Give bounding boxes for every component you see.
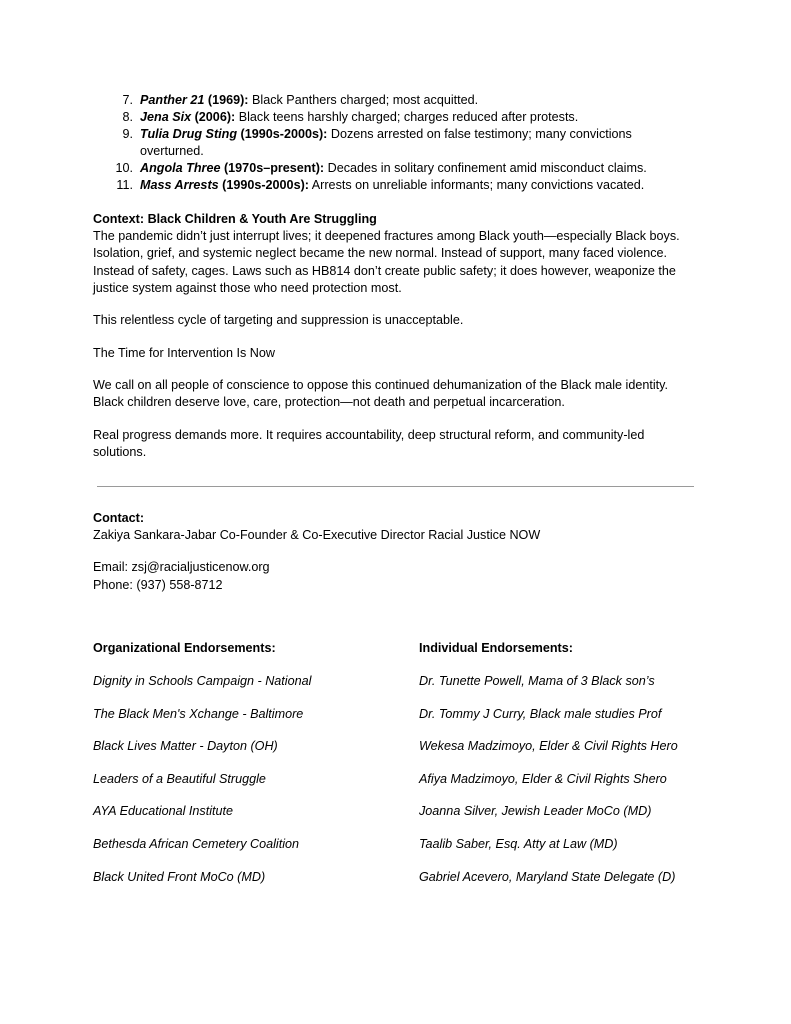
individual-heading: Individual Endorsements:	[419, 641, 573, 655]
contact-heading: Contact:	[93, 511, 145, 525]
organization-item: AYA Educational Institute	[93, 804, 234, 819]
case-title: Jena Six	[140, 110, 192, 124]
organization-item: Dignity in Schools Campaign - National	[93, 674, 312, 688]
case-description: Dozens arrested on false testimony; many convictions overturned.	[140, 127, 632, 158]
case-title: Panther 21	[140, 93, 205, 107]
organization-item: Leaders of a Beautiful Struggle	[93, 771, 266, 786]
case-title: Tulia Drug Sting	[140, 127, 238, 141]
section-divider	[97, 486, 694, 487]
individual-endorsements	[419, 640, 739, 901]
organizational-endorsements	[93, 640, 413, 901]
case-list	[93, 92, 693, 194]
case-title: Mass Arrests	[140, 178, 219, 192]
case-description: Decades in solitary confinement amid misconduct claims.	[324, 161, 647, 175]
organization-item: Black Lives Matter - Dayton (OH)	[93, 739, 278, 754]
context-paragraph: The pandemic didn’t just interrupt lives; it deepened fractures among Black youth—especially Black boys. Isolation, grief, and systemic neglect became the new normal. Instead of support, many faced violence. Instead of safety, cages. Laws such as HB814 don’t create public safety; it does however, weaponize the justice system against those who need protection most.	[93, 229, 680, 295]
individual-item: Wekesa Madzimoyo, Elder & Civil Rights Hero	[419, 739, 678, 754]
case-number: 9.	[122, 127, 133, 141]
individual-item: Dr. Tommy J Curry, Black male studies Prof	[419, 706, 662, 721]
individual-item: Afiya Madzimoyo, Elder & Civil Rights Shero	[419, 771, 667, 786]
case-item	[93, 92, 693, 109]
case-year: (1970s–present):	[220, 161, 325, 175]
intervention-heading: The Time for Intervention Is Now	[93, 346, 275, 360]
case-year: (1990s-2000s):	[237, 127, 328, 141]
case-year: (1990s-2000s):	[218, 178, 309, 192]
individual-item: Gabriel Acevero, Maryland State Delegate (D)	[419, 869, 676, 884]
organization-item: Bethesda African Cemetery Coalition	[93, 836, 300, 851]
cycle-paragraph: This relentless cycle of targeting and suppression is unacceptable.	[93, 313, 464, 327]
context-section	[93, 211, 699, 297]
case-year: (2006):	[191, 110, 236, 124]
case-item	[93, 177, 693, 194]
organization-item: Black United Front MoCo (MD)	[93, 869, 266, 884]
case-title: Angola Three	[140, 161, 221, 175]
individual-item: Dr. Tunette Powell, Mama of 3 Black son’s	[419, 674, 655, 688]
case-number: 11.	[116, 178, 133, 192]
contact-section	[93, 510, 699, 594]
organization-item: The Black Men's Xchange - Baltimore	[93, 706, 304, 721]
organizational-heading: Organizational Endorsements:	[93, 641, 276, 655]
case-year: (1969):	[204, 93, 249, 107]
case-number: 10.	[115, 161, 133, 175]
case-description: Black teens harshly charged; charges reduced after protests.	[235, 110, 579, 124]
contact-phone: Phone: (937) 558-8712	[93, 577, 223, 592]
individual-item: Taalib Saber, Esq. Atty at Law (MD)	[419, 836, 618, 851]
contact-email: Email: zsj@racialjusticenow.org	[93, 560, 270, 575]
contact-name: Zakiya Sankara-Jabar Co-Founder & Co-Executive Director Racial Justice NOW	[93, 528, 541, 543]
case-number: 7.	[122, 93, 133, 107]
case-description: Arrests on unreliable informants; many convictions vacated.	[308, 178, 645, 192]
context-heading: Context: Black Children & Youth Are Struggling	[93, 212, 377, 226]
case-item	[93, 160, 693, 177]
intervention-paragraph-2: Real progress demands more. It requires accountability, deep structural reform, and community-led solutions.	[93, 428, 645, 460]
case-item	[93, 126, 693, 160]
case-description: Black Panthers charged; most acquitted.	[248, 93, 479, 107]
case-number: 8.	[122, 110, 133, 124]
individual-item: Joanna Silver, Jewish Leader MoCo (MD)	[419, 804, 652, 819]
case-item	[93, 109, 693, 126]
intervention-paragraph-1: We call on all people of conscience to oppose this continued dehumanization of the Black male identity. Black children deserve love, care, protection—not death and perpetual incarceration.	[93, 378, 669, 410]
